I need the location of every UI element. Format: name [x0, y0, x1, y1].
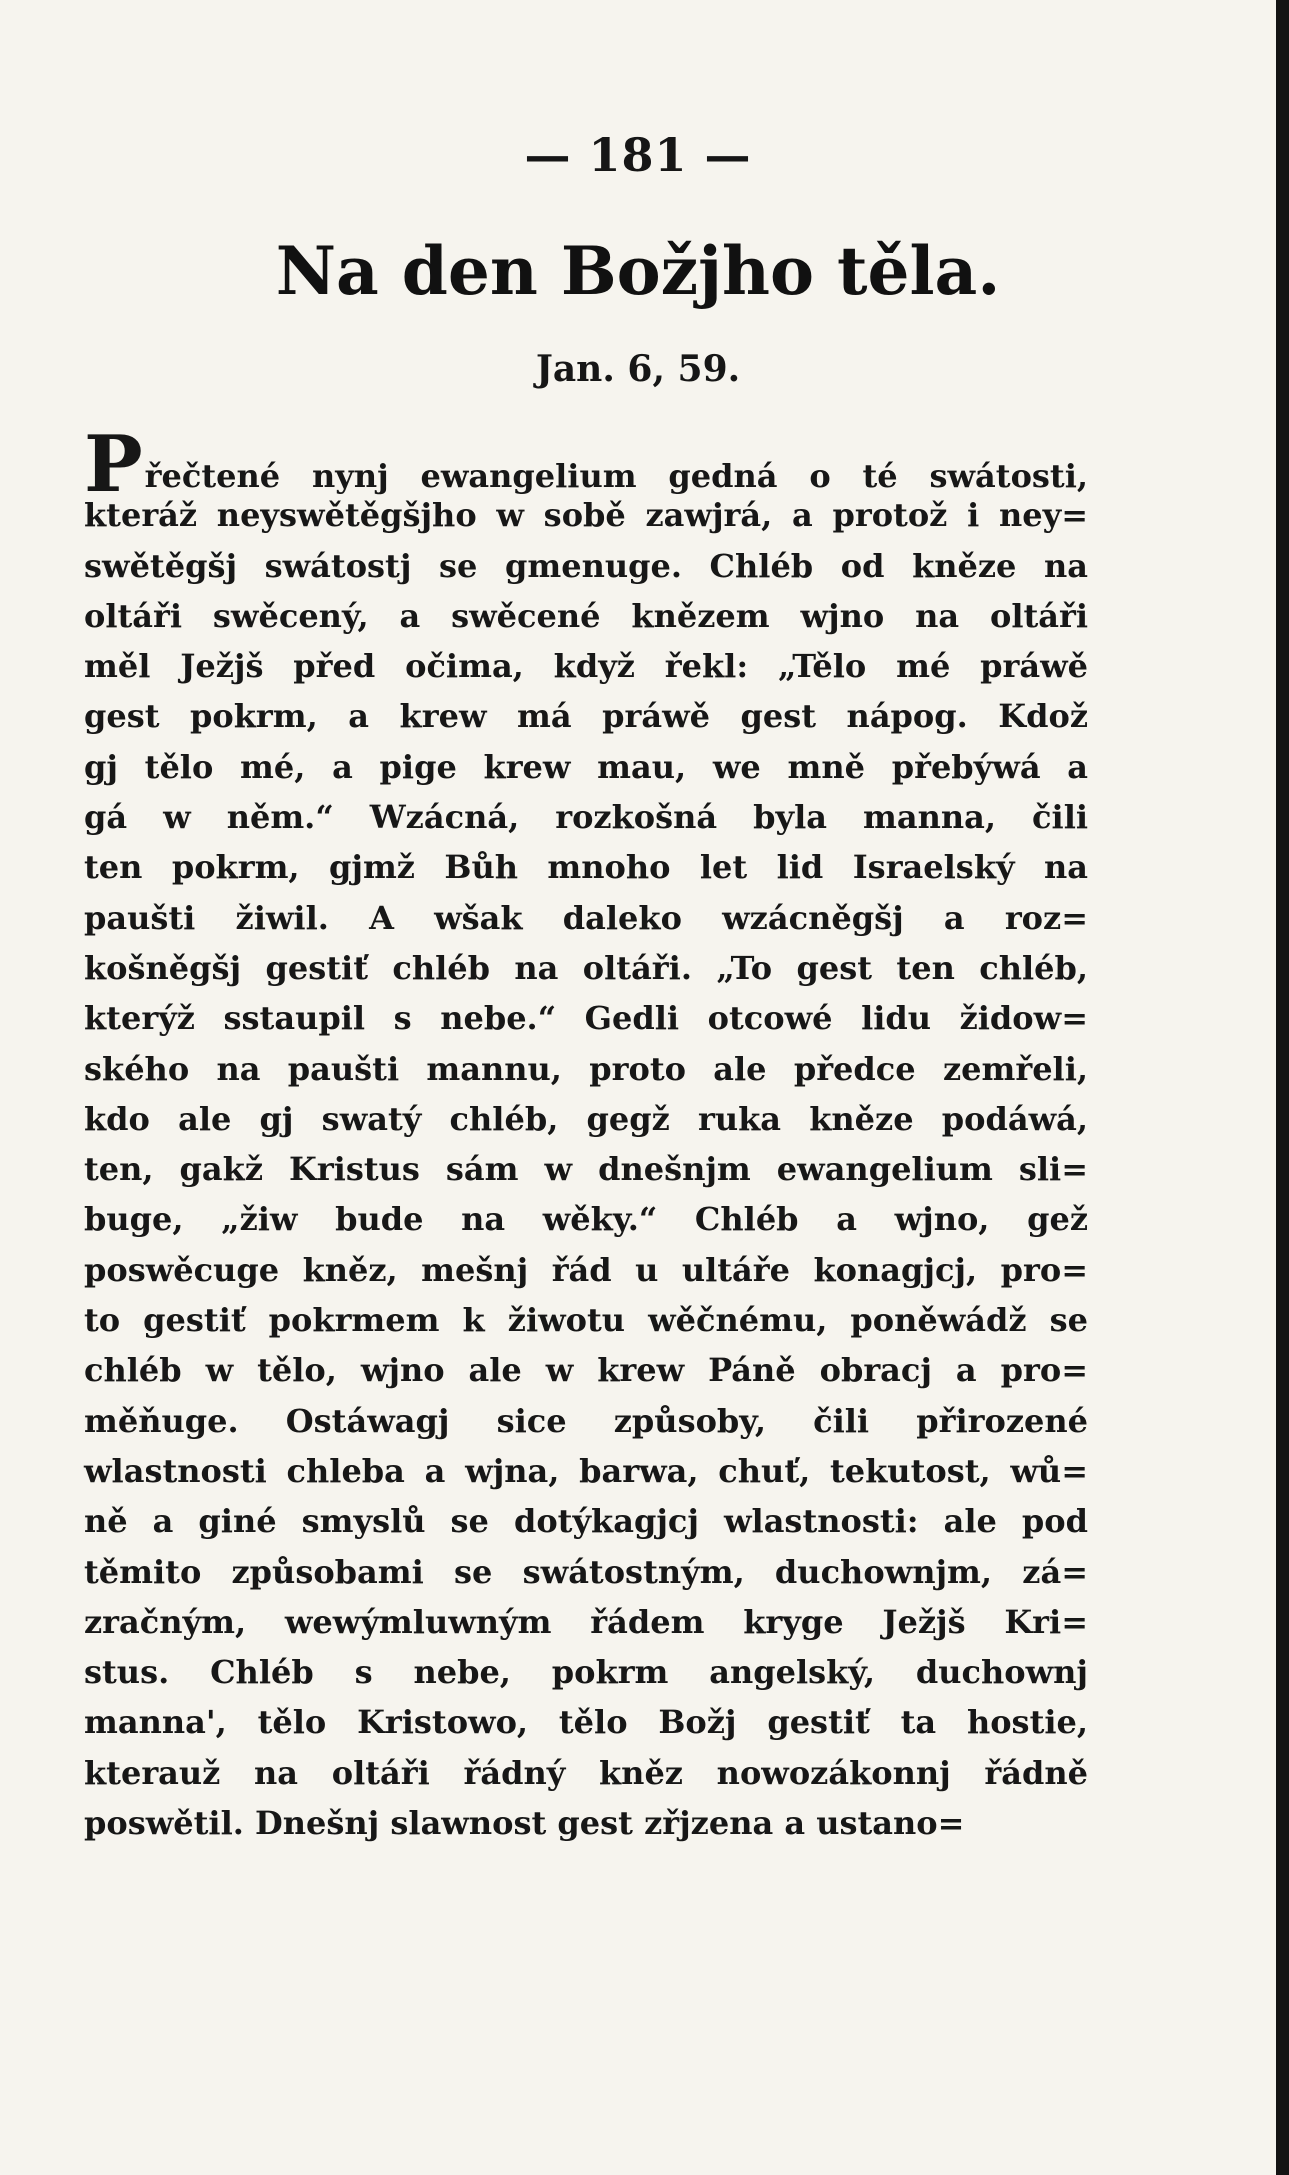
text-line: poswěcuge kněz, mešnj řád u ultáře konagjcj, pro=: [84, 1250, 1088, 1289]
drop-initial: P: [84, 419, 143, 510]
text-line: těmito způsobami se swátostným, duchownjm, zá=: [84, 1552, 1088, 1591]
text-line: paušti žiwil. A wšak daleko wzácněgšj a roz=: [84, 898, 1088, 937]
page-number: — 181 —: [524, 128, 752, 182]
text-line: stus. Chléb s nebe, pokrm angelský, duchownj: [84, 1653, 1088, 1692]
text-line: chléb w tělo, wjno ale w krew Páně obracj a pro=: [84, 1351, 1088, 1390]
text-line: [84, 419, 1088, 510]
text-line: gá w něm.“ Wzácná, rozkošná byla manna, čili: [84, 798, 1088, 837]
text-line: kteráž neyswětěgšjho w sobě zawjrá, a protož i ney=: [84, 496, 1088, 535]
page-edge-shadow: [1276, 0, 1289, 2175]
text-line: měl Ježjš před očima, když řekl: „Tělo mé práwě: [84, 647, 1088, 686]
text-line: měňuge. Ostáwagj sice způsoby, čili přirozené: [84, 1401, 1088, 1440]
text-line: ského na paušti mannu, proto ale předce zemřeli,: [84, 1049, 1088, 1088]
text-line: buge, „žiw bude na wěky.“ Chléb a wjno, gež: [84, 1200, 1088, 1239]
text-line: swětěgšj swátostj se gmenuge. Chléb od kněze na: [84, 546, 1088, 585]
text-line: wlastnosti chleba a wjna, barwa, chuť, tekutost, wů=: [84, 1451, 1088, 1490]
text-line: manna', tělo Kristowo, tělo Božj gestiť ta hostie,: [84, 1703, 1088, 1742]
text-line: kterauž na oltáři řádný kněz nowozákonnj řádně: [84, 1753, 1088, 1792]
text-line: kterýž sstaupil s nebe.“ Gedli otcowé lidu židow=: [84, 999, 1088, 1038]
text-line: to gestiť pokrmem k žiwotu wěčnému, poněwádž se: [84, 1301, 1088, 1340]
text-line: gj tělo mé, a pige krew mau, we mně přebýwá a: [84, 747, 1088, 786]
text-line: zračným, wewýmluwným řádem kryge Ježjš Kri=: [84, 1602, 1088, 1641]
scripture-reference: Jan. 6, 59.: [535, 348, 741, 390]
text-line-content: řečtené nynj ewangelium gedná o té swátosti,: [144, 457, 1088, 495]
text-line: oltáři swěcený, a swěcené knězem wjno na oltáři: [84, 596, 1088, 635]
text-line: košněgšj gestiť chléb na oltáři. „To gest ten chléb,: [84, 948, 1088, 987]
text-line: ně a giné smyslů se dotýkagjcj wlastnosti: ale pod: [84, 1502, 1088, 1541]
chapter-heading: Na den Božjho těla.: [275, 232, 1001, 310]
text-line: kdo ale gj swatý chléb, gegž ruka kněze podáwá,: [84, 1099, 1088, 1138]
text-line: ten, gakž Kristus sám w dnešnjm ewangelium sli=: [84, 1150, 1088, 1189]
text-line: gest pokrm, a krew má práwě gest nápog. Kdož: [84, 697, 1088, 736]
text-line: poswětil. Dnešnj slawnost gest zřjzena a ustano=: [84, 1804, 965, 1843]
text-line: ten pokrm, gjmž Bůh mnoho let lid Israelský na: [84, 848, 1088, 887]
body-text: [84, 419, 1088, 1848]
